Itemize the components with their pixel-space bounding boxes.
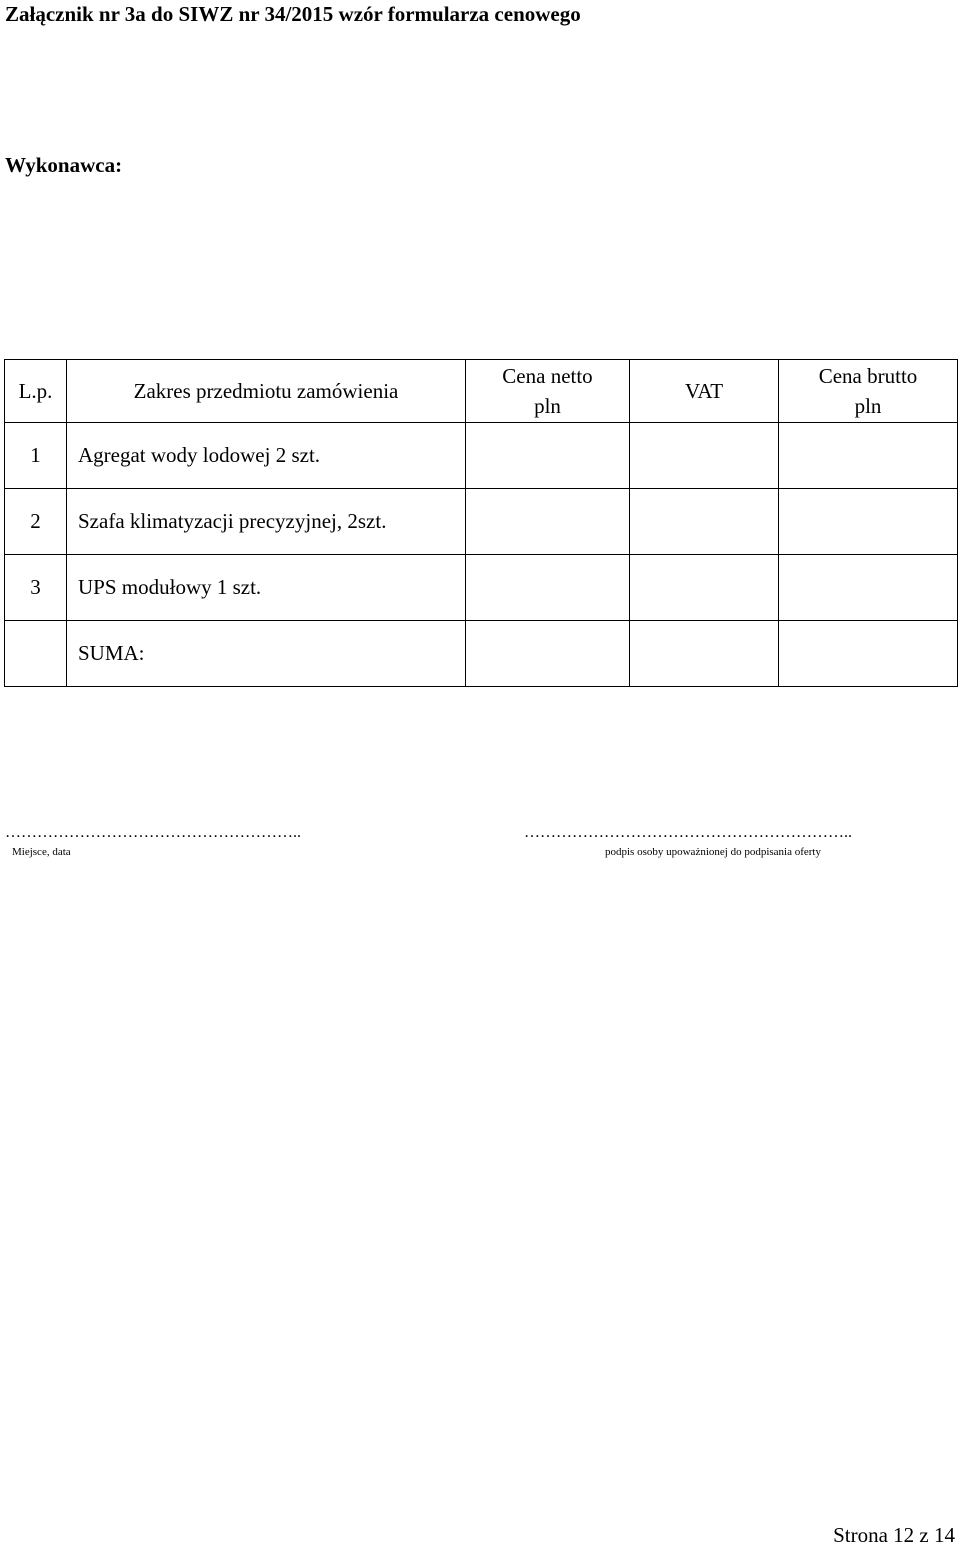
row-description: UPS modułowy 1 szt. (67, 555, 466, 621)
document-title: Załącznik nr 3a do SIWZ nr 34/2015 wzór formularza cenowego (5, 2, 581, 26)
sum-label: SUMA: (67, 621, 466, 687)
signature-label: podpis osoby upoważnionej do podpisania oferty (605, 846, 821, 858)
header-net-price-line2: pln (534, 394, 561, 418)
sum-gross-price-cell[interactable] (779, 621, 958, 687)
header-net-price (466, 360, 630, 423)
row-lp: 2 (5, 489, 67, 555)
row-gross-price-cell[interactable] (779, 489, 958, 555)
row-net-price-cell[interactable] (466, 555, 630, 621)
sum-row (5, 621, 958, 687)
price-form-table (4, 359, 958, 687)
row-net-price-cell[interactable] (466, 489, 630, 555)
row-lp: 3 (5, 555, 67, 621)
row-vat-cell[interactable] (630, 489, 779, 555)
table-row (5, 423, 958, 489)
row-lp: 1 (5, 423, 67, 489)
header-gross-price (779, 360, 958, 423)
row-description: Agregat wody lodowej 2 szt. (67, 423, 466, 489)
header-scope: Zakres przedmiotu zamówienia (67, 360, 466, 423)
row-gross-price-cell[interactable] (779, 423, 958, 489)
header-lp: L.p. (5, 360, 67, 423)
row-description: Szafa klimatyzacji precyzyjnej, 2szt. (67, 489, 466, 555)
place-date-label: Miejsce, data (12, 846, 71, 858)
table-row (5, 489, 958, 555)
header-net-price-line1: Cena netto (502, 364, 593, 388)
contractor-label: Wykonawca: (5, 153, 123, 177)
page-number: Strona 12 z 14 (833, 1523, 955, 1547)
signature-line: …………………………………………………….. (524, 824, 852, 841)
table-row (5, 555, 958, 621)
place-date-line: ……………………………………………….. (5, 824, 301, 841)
row-net-price-cell[interactable] (466, 423, 630, 489)
row-vat-cell[interactable] (630, 555, 779, 621)
header-gross-price-line2: pln (854, 394, 882, 418)
row-vat-cell[interactable] (630, 423, 779, 489)
header-gross-price-line1: Cena brutto (818, 364, 918, 388)
sum-vat-cell[interactable] (630, 621, 779, 687)
sum-net-price-cell[interactable] (466, 621, 630, 687)
table-header-row (5, 360, 958, 423)
sum-lp (5, 621, 67, 687)
header-vat: VAT (630, 360, 779, 423)
row-gross-price-cell[interactable] (779, 555, 958, 621)
